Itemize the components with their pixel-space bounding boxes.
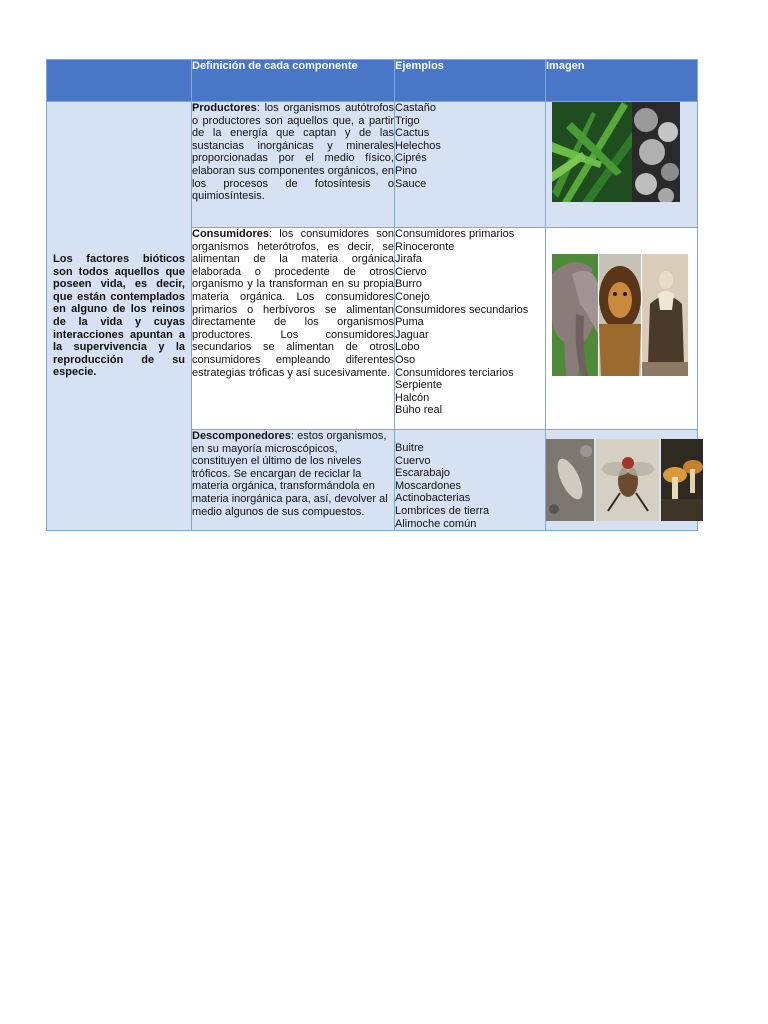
example-item: Trigo xyxy=(395,114,420,127)
elephant-photo xyxy=(552,254,598,376)
example-item: Cactus xyxy=(395,127,430,140)
example-item: Puma xyxy=(395,316,424,329)
biotic-factors-table xyxy=(46,59,698,531)
example-item: Ciervo xyxy=(395,265,427,278)
images-descomponedores xyxy=(546,430,698,531)
example-item: Lombrices de tierra xyxy=(395,504,490,517)
example-item: Jirafa xyxy=(395,253,422,266)
example-item: Sauce xyxy=(395,177,427,190)
example-item: Cuervo xyxy=(395,454,431,467)
examples-consumidores xyxy=(395,228,546,430)
example-item: Consumidores secundarios xyxy=(395,303,529,316)
example-item: Pino xyxy=(395,164,418,177)
vulture-photo xyxy=(642,254,688,376)
example-item: Castaño xyxy=(395,102,436,114)
definition-text: : los consumidores son organismos heterótrofos, es decir, se alimentan de la materia orgánica elaborada o procedente de otros organismo y la transforman en su propia materia orgánica. Los consumidores primarios o herbívoros se alimentan directamente de los organismos productores. Los consumidores secundarios se alimentan de otros consumidores empleando diferentes estrategias tróficas y así sucesivamente. xyxy=(192,228,394,379)
row-productores xyxy=(47,102,698,228)
definition-consumidores xyxy=(192,228,395,430)
lion-photo xyxy=(599,254,641,376)
example-item: Conejo xyxy=(395,290,430,303)
mushrooms-photo xyxy=(661,439,703,521)
fern-leaves-photo xyxy=(552,102,632,202)
example-item: Ciprés xyxy=(395,152,427,165)
examples-productores xyxy=(395,102,546,228)
example-item: Alimoche común xyxy=(395,517,477,530)
example-item: Búho real xyxy=(395,404,443,417)
term-descomponedores: Descomponedores xyxy=(192,430,292,442)
example-item: Moscardones xyxy=(395,479,462,492)
pollen-grains-micrograph-photo xyxy=(632,102,680,202)
images-productores xyxy=(546,102,698,228)
header-image: Imagen xyxy=(546,60,698,102)
header-examples: Ejemplos xyxy=(395,60,546,102)
fly-photo xyxy=(596,439,659,521)
isopod-photo xyxy=(546,439,594,521)
intro-text: Los factores bióticos son todos aquellos que poseen vida, es decir, que están contemplados en alguno de los reinos de la vida y cuyas interacciones apuntan a la supervivencia y la reproducción de su especie. xyxy=(53,253,185,379)
term-consumidores: Consumidores xyxy=(192,228,270,240)
example-item: Buitre xyxy=(395,442,424,454)
example-item: Jaguar xyxy=(395,328,429,341)
definition-text: : los organismos autótrofos o productores son aquellos que, a partir de la energía que captan y de las sustancias inorgánicas y minerales proporcionadas por el medio físico, elaboran sus componentes orgánicos, en los procesos de fotosíntesis o quimiosíntesis. xyxy=(192,102,394,203)
example-item: Rinoceronte xyxy=(395,240,455,253)
example-item: Consumidores primarios xyxy=(395,228,515,240)
header-empty xyxy=(47,60,192,102)
example-item: Escarabajo xyxy=(395,467,451,480)
definition-descomponedores xyxy=(192,430,395,531)
definition-productores xyxy=(192,102,395,228)
term-productores: Productores xyxy=(192,102,257,114)
example-item: Burro xyxy=(395,278,422,291)
header-definition: Definición de cada componente xyxy=(192,60,395,102)
example-item: Serpiente xyxy=(395,379,443,392)
example-item: Oso xyxy=(395,353,416,366)
example-item: Lobo xyxy=(395,341,420,354)
definition-text: : estos organismos, en su mayoría microscópicos, constituyen el último de los niveles tróficos. Se encargan de reciclar la materia orgánica, transformándola en materia inorgánica para, así, devolver al medio algunos de sus compuestos. xyxy=(192,430,388,518)
example-item: Consumidores terciarios xyxy=(395,366,514,379)
example-item: Actinobacterias xyxy=(395,492,471,505)
images-consumidores xyxy=(546,228,698,430)
example-item: Helechos xyxy=(395,139,441,152)
examples-descomponedores xyxy=(395,430,546,531)
header-row xyxy=(47,60,698,102)
intro-cell xyxy=(47,102,192,531)
example-item: Halcón xyxy=(395,391,430,404)
